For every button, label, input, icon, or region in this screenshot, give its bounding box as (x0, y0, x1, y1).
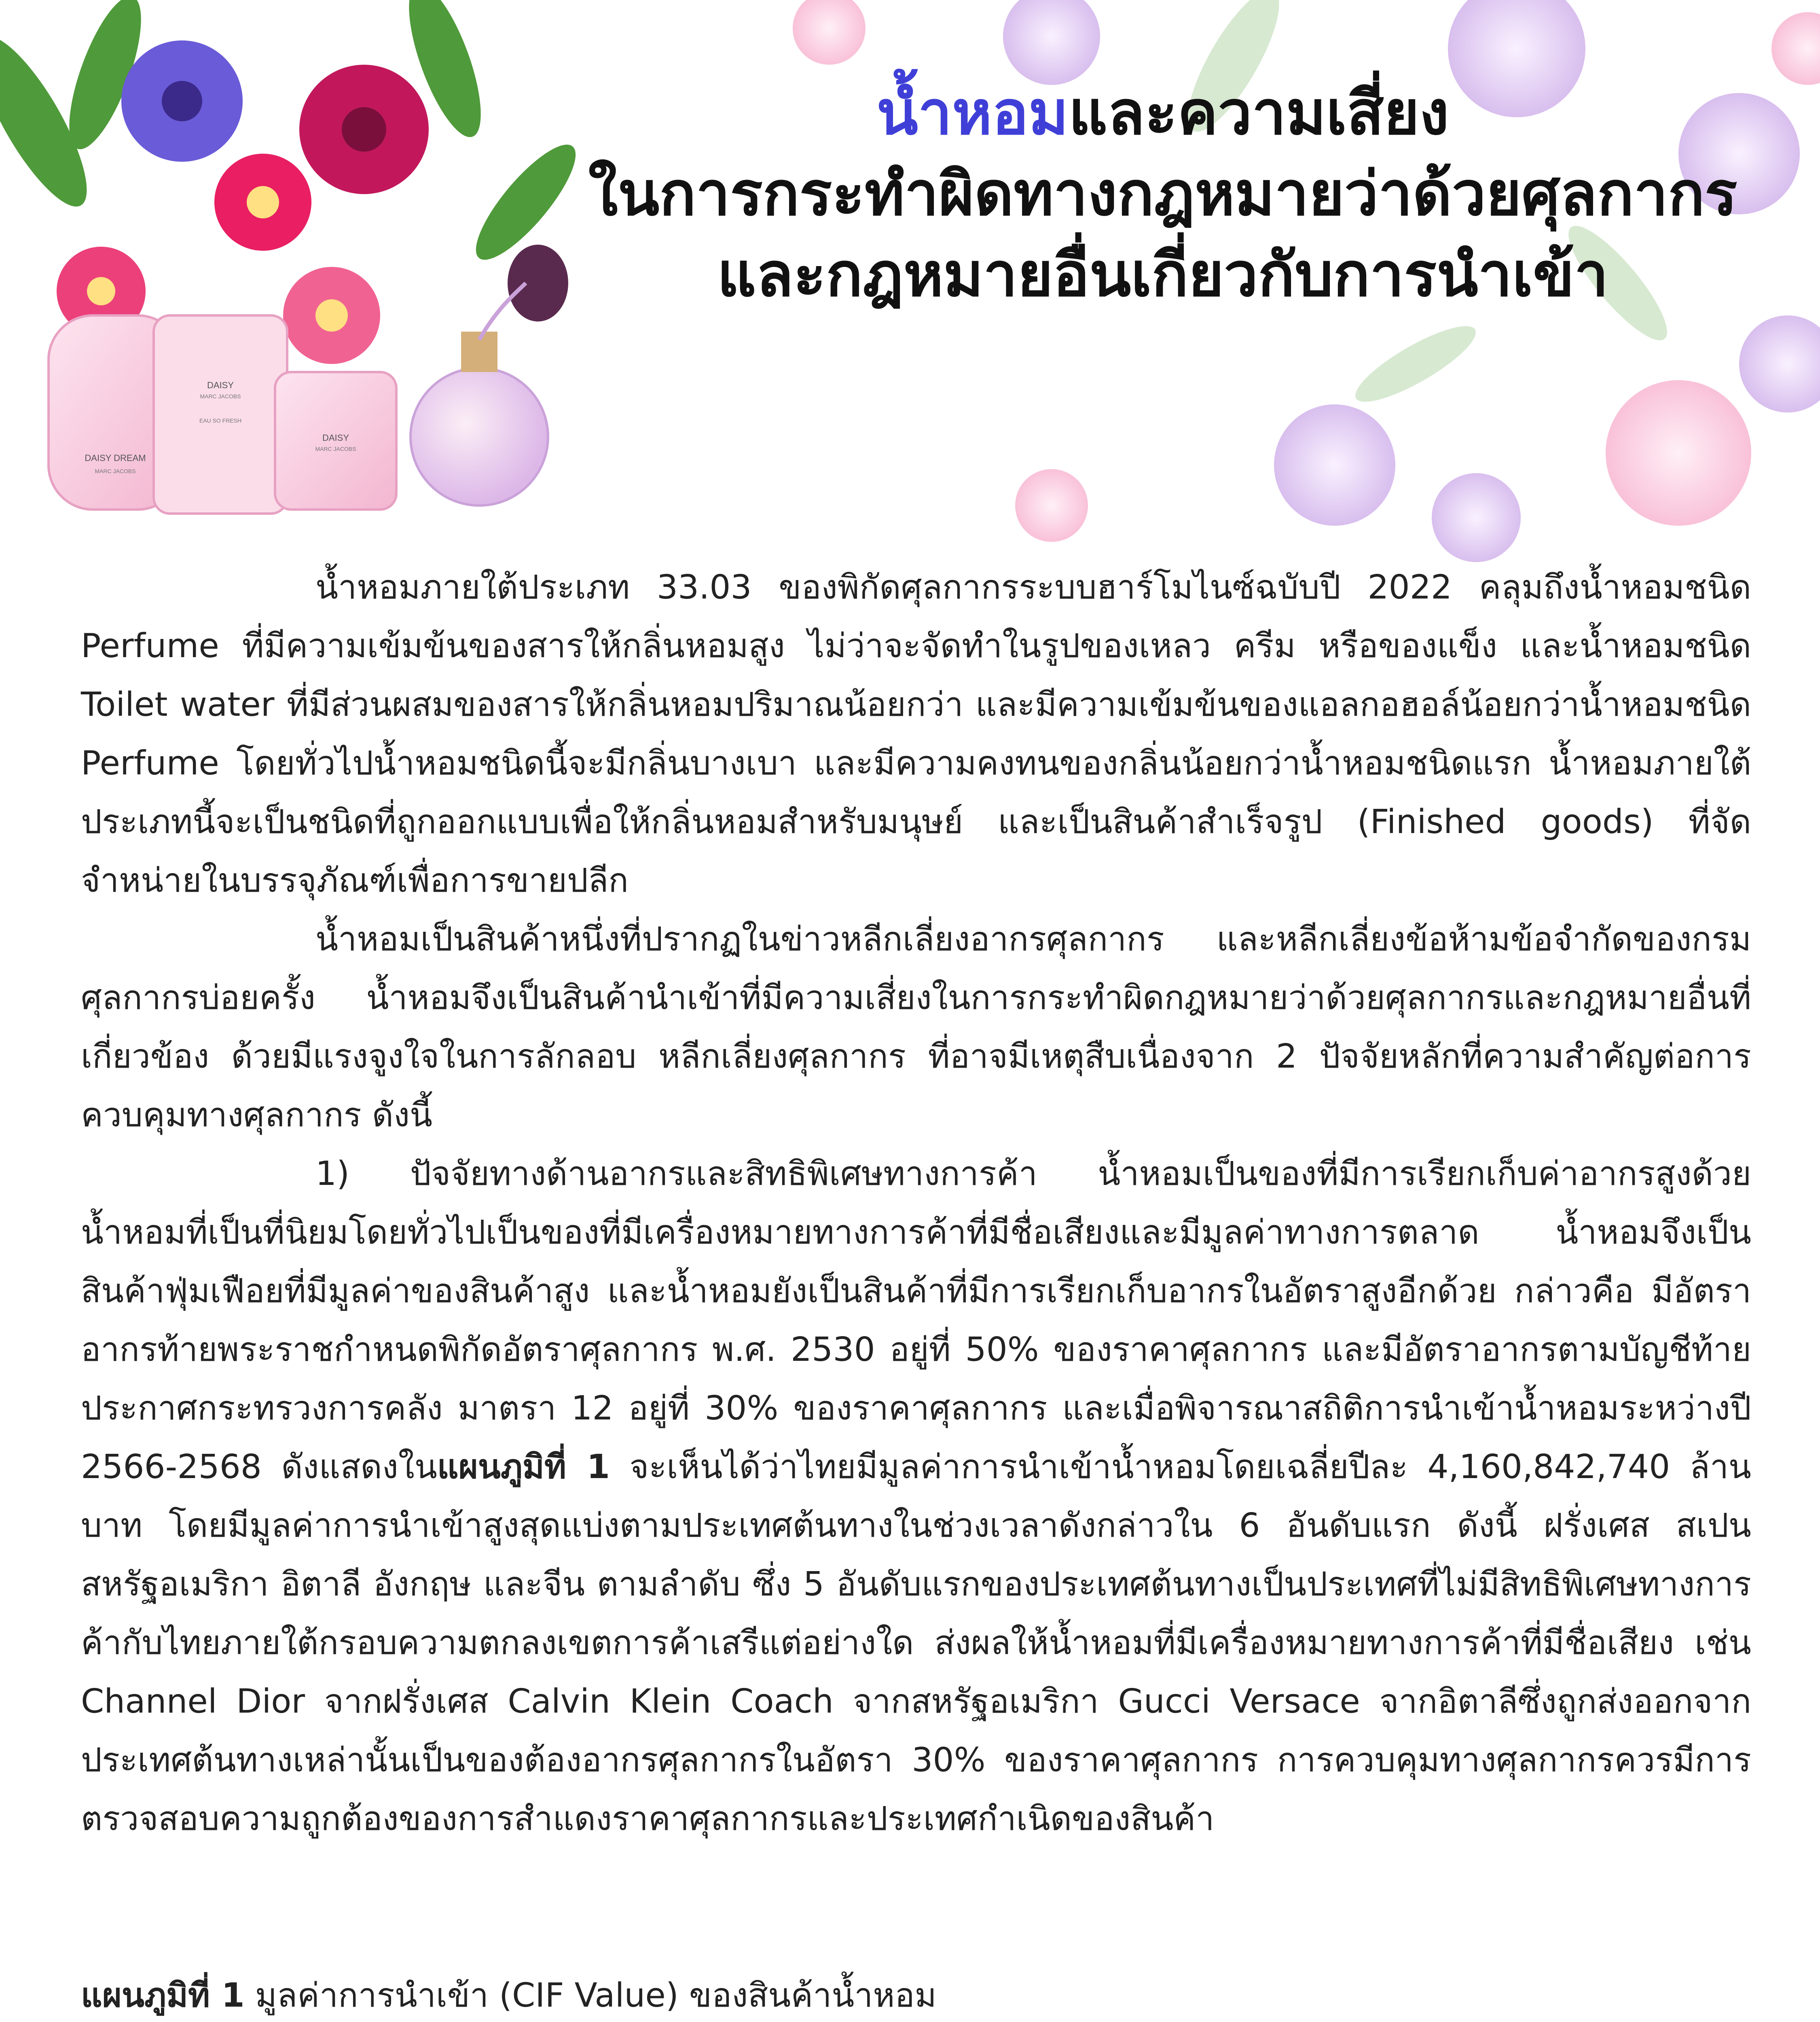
title-line-2: ในการกระทำผิดทางกฎหมายว่าด้วยศุลกากร (588, 159, 1737, 229)
bottle-label-1: DAISY DREAM (85, 453, 146, 463)
paragraph-1: น้ำหอมภายใต้ประเภท 33.03 ของพิกัดศุลกากรระบบฮาร์โมไนซ์ฉบับปี 2022 คลุมถึงน้ำหอมชนิด Perfume ที่มีความเข้มข้นของสารให้กลิ่นหอมสูง ไม่ว่าจะจัดทำในรูปของเหลว ครีม หรือของแข็ง และน้ำหอมชนิด Toilet water ที่มีส่วนผสมของสารให้กลิ่นหอมปริมาณน้อยกว่า และมีความเข้มข้นของแอลกอฮอล์น้อยกว่าน้ำหอมชนิด Perfume โดยทั่วไปน้ำหอมชนิดนี้จะมีกลิ่นบางเบา และมีความคงทนของกลิ่นน้อยกว่าน้ำหอมชนิดแรก น้ำหอมภายใต้ประเภทนี้จะเป็นชนิดที่ถูกออกแบบเพื่อให้กลิ่นหอมสำหรับมนุษย์ และเป็นสินค้าสำเร็จรูป (Finished goods) ที่จัดจำหน่ายในบรรจุภัณฑ์เพื่อการขายปลีก (81, 568, 1751, 900)
figure-caption (81, 1973, 937, 2018)
bottle-label-2: DAISY (207, 380, 234, 390)
figure-caption-text: มูลค่าการนำเข้า (CIF Value) ของสินค้าน้ำหอม (244, 1976, 937, 2015)
bottle-sub-2: EAU SO FRESH (199, 417, 242, 424)
bottle-maker-2: MARC JACOBS (200, 393, 241, 400)
title-line-1 (546, 73, 1780, 154)
figure-caption-label: แผนภูมิที่ 1 (81, 1976, 245, 2015)
page-title (546, 73, 1780, 315)
bottle-maker-3: MARC JACOBS (315, 446, 356, 452)
article-body (81, 558, 1751, 1848)
title-line-3: และกฎหมายอื่นเกี่ยวกับการนำเข้า (717, 240, 1608, 310)
bottle-label-3: DAISY (322, 433, 349, 443)
paragraph-2: น้ำหอมเป็นสินค้าหนึ่งที่ปรากฏในข่าวหลีกเลี่ยงอากรศุลกากร และหลีกเลี่ยงข้อห้ามข้อจำกัดของกรมศุลกากรบ่อยครั้ง น้ำหอมจึงเป็นสินค้านำเข้าที่มีความเสี่ยงในการกระทำผิดกฎหมายว่าด้วยศุลกากรและกฎหมายอื่นที่เกี่ยวข้อง ด้วยมีแรงจูงใจในการลักลอบ หลีกเลี่ยงศุลกากร ที่อาจมีเหตุสืบเนื่องจาก 2 ปัจจัยหลักที่ความสำคัญต่อการควบคุมทางศุลกากร ดังนี้ (81, 920, 1751, 1134)
title-line-1-rest: และความเสี่ยง (1068, 78, 1449, 148)
paragraph-3 (81, 1144, 1751, 1848)
bottle-maker-1: MARC JACOBS (95, 468, 136, 474)
paragraph-3-part-1: 1) ปัจจัยทางด้านอากรและสิทธิพิเศษทางการค้า น้ำหอมเป็นของที่มีการเรียกเก็บค่าอากรสูงด้วยน้ำหอมที่เป็นที่นิยมโดยทั่วไปเป็นของที่มีเครื่องหมายทางการค้าที่มีชื่อเสียงและมีมูลค่าทางการตลาด น้ำหอมจึงเป็นสินค้าฟุ่มเฟือยที่มีมูลค่าของสินค้าสูง และน้ำหอมยังเป็นสินค้าที่มีการเรียกเก็บอากรในอัตราสูงอีกด้วย กล่าวคือ มีอัตราอากรท้ายพระราชกำหนดพิกัดอัตราศุลกากร พ.ศ. 2530 อยู่ที่ 50% ของราคาศุลกากร และมีอัตราอากรตามบัญชีท้ายประกาศกระทรวงการคลัง มาตรา 12 อยู่ที่ 30% ของราคาศุลกากร และเมื่อพิจารณาสถิติการนำเข้าน้ำหอมระหว่างปี 2566-2568 ดังแสดงใน (81, 1155, 1751, 1486)
title-accent: น้ำหอม (876, 78, 1069, 148)
paragraph-3-part-2: จะเห็นได้ว่าไทยมีมูลค่าการนำเข้าน้ำหอมโดยเฉลี่ยปีละ 4,160,842,740 ล้านบาท โดยมีมูลค่าการนำเข้าสูงสุดแบ่งตามประเทศต้นทางในช่วงเวลาดังกล่าวใน 6 อันดับแรก ดังนี้ ฝรั่งเศส สเปน สหรัฐอเมริกา อิตาลี อังกฤษ และจีน ตามลำดับ ซึ่ง 5 อันดับแรกของประเทศต้นทางเป็นประเทศที่ไม่มีสิทธิพิเศษทางการค้ากับไทยภายใต้กรอบความตกลงเขตการค้าเสรีแต่อย่างใด ส่งผลให้น้ำหอมที่มีเครื่องหมายทางการค้าที่มีชื่อเสียง เช่น Channel Dior จากฝรั่งเศส Calvin Klein Coach จากสหรัฐอเมริกา Gucci Versace จากอิตาลีซึ่งถูกส่งออกจากประเทศต้นทางเหล่านั้นเป็นของต้องอากรศุลกากรในอัตรา 30% ของราคาศุลกากร การควบคุมทางศุลกากรควรมีการตรวจสอบความถูกต้องของการสำแดงราคาศุลกากรและประเทศกำเนิดของสินค้า (81, 1448, 1751, 1838)
paragraph-3-figure-ref: แผนภูมิที่ 1 (437, 1448, 610, 1486)
